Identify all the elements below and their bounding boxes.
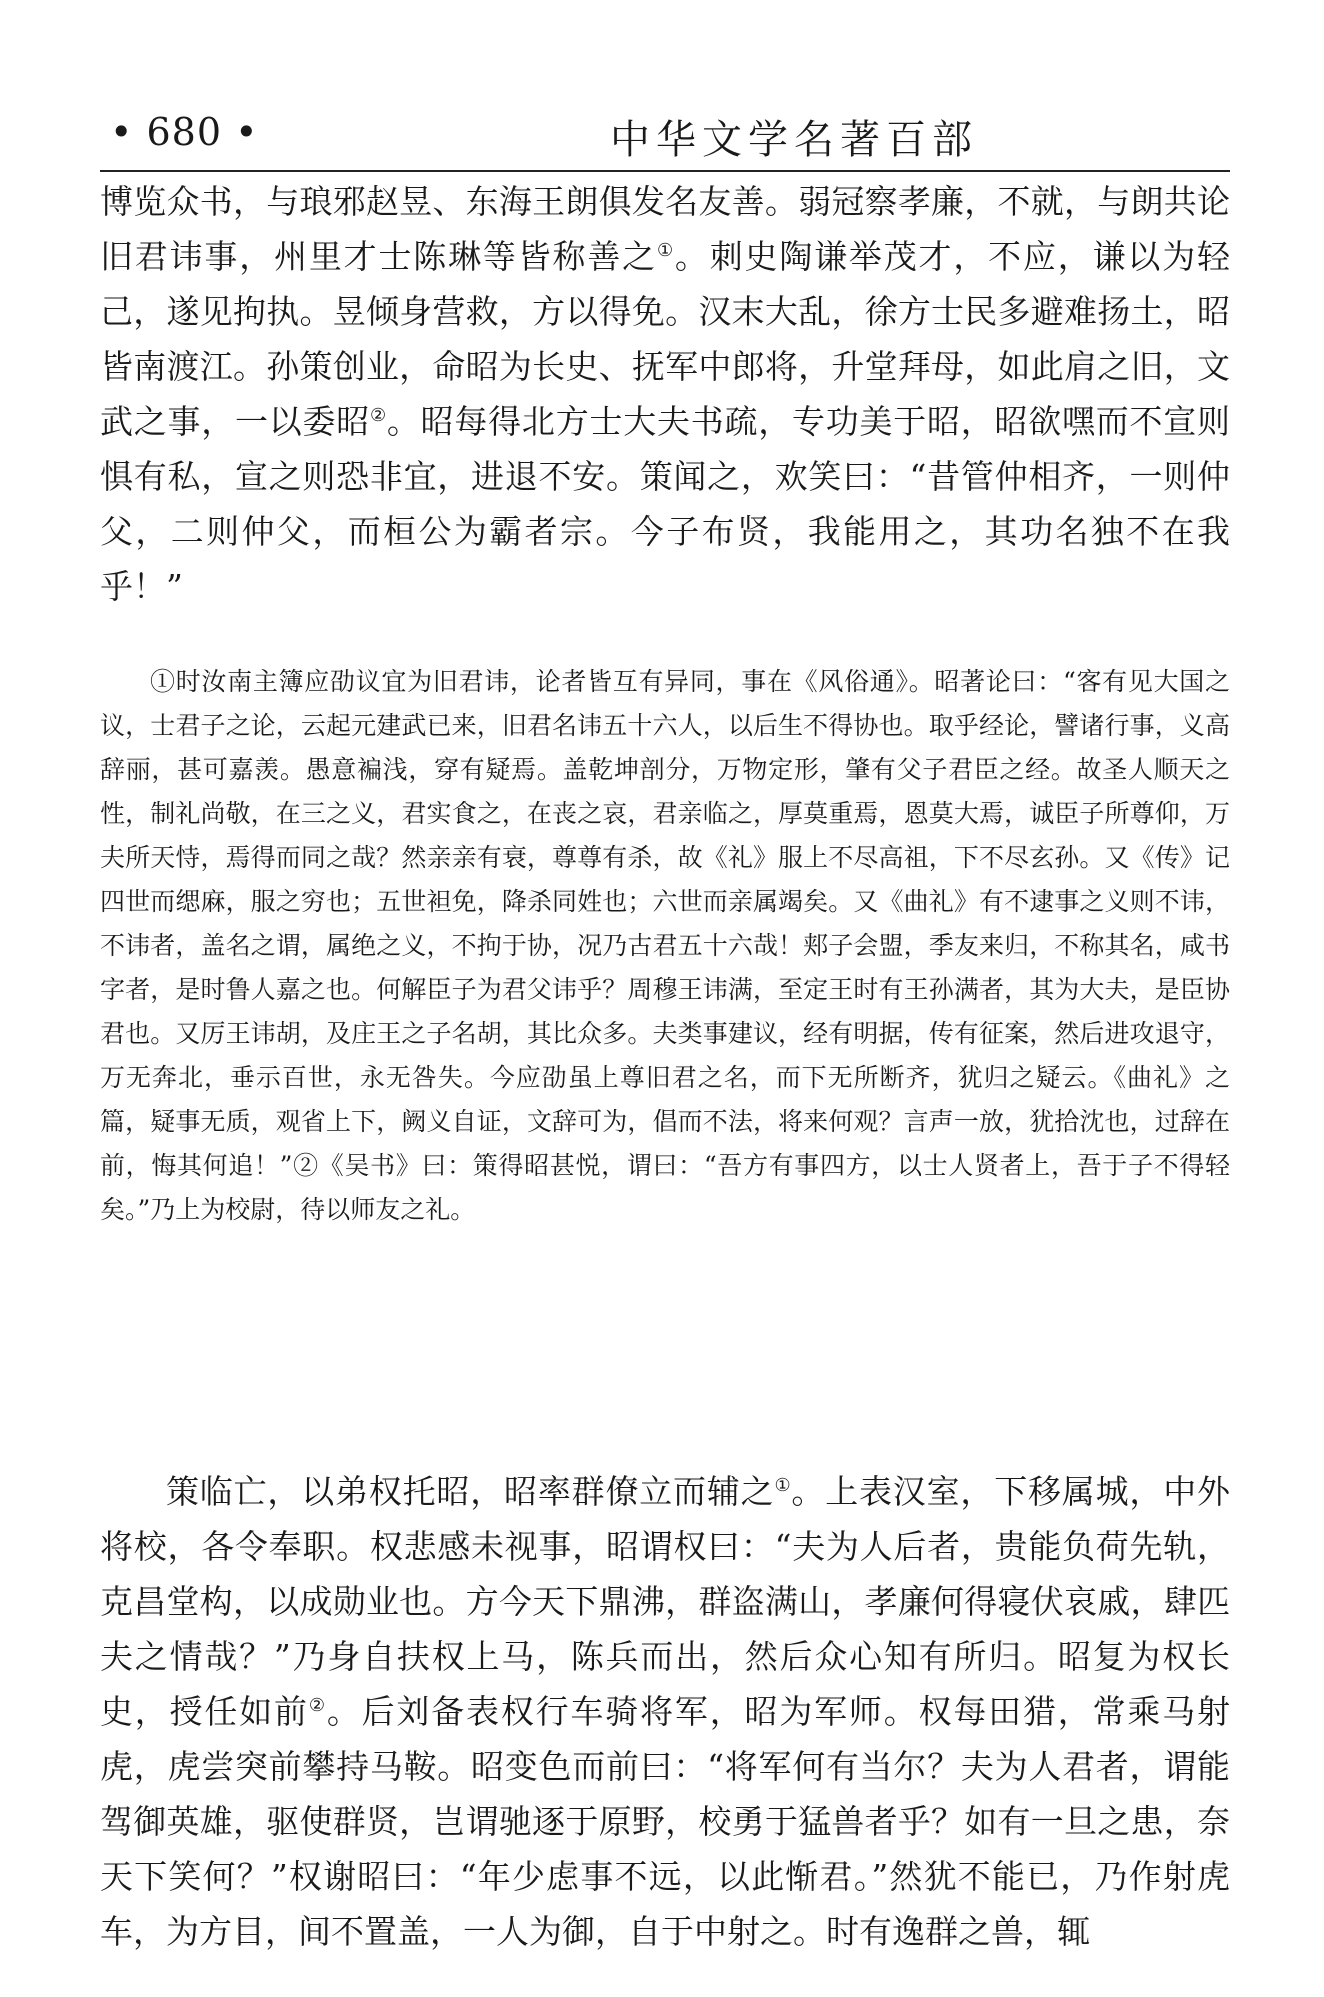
- book-title: 中华文学名著百部: [610, 117, 978, 163]
- footnote-text: ①时汝南主簿应劭议宜为旧君讳，论者皆互有异同，事在《风俗通》。昭著论曰：“客有见大国之议，士君子之论，云起元建武已来，旧君名讳五十六人，以后生不得协也。取乎经论，譬诸行事，义高辞丽，甚可嘉羡。愚意褊浅，穿有疑焉。盖乾坤剖分，万物定形，肇有父子君臣之经。故圣人顺天之性，制礼尚敬，在三之义，君实食之，在丧之哀，君亲临之，厚莫重焉，恩莫大焉，诚臣子所尊仰，万夫所天恃，焉得而同之哉？然亲亲有衰，尊尊有杀，故《礼》服上不尽高祖，下不尽玄孙。又《传》记四世而缌麻，服之穷也；五世袒免，降杀同姓也；六世而亲属竭矣。又《曲礼》有不逮事之义则不讳，不讳者，盖名之谓，属绝之义，不拘于协，况乃古君五十六哉！郏子会盟，季友来归，不称其名，咸书字者，是时鲁人嘉之也。何解臣子为君父讳乎？周穆王讳满，至定王时有王孙满者，其为大夫，是臣协君也。又厉王讳胡，及庄王之子名胡，其比众多。夫类事建议，经有明据，传有征案，然后进攻退守，万无奔北，垂示百世，永无咎失。今应劭虽上尊旧君之名，而下无所断齐，犹归之疑云。《曲礼》之篇，疑事无质，观省上下，阙义自证，文辞可为，倡而不法，将来何观？言声一放，犹拾沈也，过辞在前，悔其何追！”②《吴书》曰：策得昭甚悦，谓曰：“吾方有事四方，以士人贤者上，吾于子不得轻矣。”乃上为校尉，待以师友之礼。: [100, 667, 1230, 1224]
- paragraph-text: 。刺史陶谦举茂才，不应，谦以为轻己，遂见拘执。昱倾身营救，方以得免。汉末大乱，徐方士民多避难扬土，昭皆南渡江。孙策创业，命昭为长史、抚军中郎将，升堂拜母，如此肩之旧，文武之事，一以委昭: [100, 237, 1231, 441]
- paragraph-text: 。昭每得北方士大夫书疏，专功美于昭，昭欲嘿而不宣则惧有私，宣之则恐非宜，进退不安。策闻之，欢笑曰：“昔管仲相齐，一则仲父，二则仲父，而桓公为霸者宗。今子布贤，我能用之，其功名独不在我乎！”: [100, 402, 1231, 606]
- footnote-ref: ②: [308, 1695, 327, 1716]
- paragraph-text: 策临亡，以弟权托昭，昭率群僚立而辅之: [166, 1472, 775, 1511]
- header-rule: [100, 170, 1230, 172]
- footnote-ref: ①: [656, 240, 675, 261]
- footnote-ref: ②: [370, 405, 387, 426]
- paragraph-text: 。后刘备表权行车骑将军，昭为军师。权每田猎，常乘马射虎，虎尝突前攀持马鞍。昭变色而前曰：“将军何有当尔？夫为人君者，谓能驾御英雄，驱使群贤，岂谓驰逐于原野，校勇于猛兽者乎？如有一旦之患，奈天下笑何？”权谢昭曰：“年少虑事不远，以此惭君。”然犹不能已，乃作射虎车，为方目，间不置盖，一人为御，自于中射之。时有逸群之兽，辄: [100, 1692, 1231, 1951]
- footnote-ref: ①: [774, 1475, 792, 1496]
- page-header: [100, 108, 1230, 168]
- paragraph-text: 博览众书，与琅邪赵昱、东海王朗俱发名友善。弱冠察孝廉，不就，与朗共论旧君讳事，州里才士陈琳等皆称善之: [100, 182, 1230, 276]
- main-paragraph-1: [100, 174, 1230, 614]
- footnote-block: [100, 660, 1230, 1232]
- page-number: • 680 •: [110, 110, 259, 154]
- main-paragraph-2: [100, 1464, 1230, 1959]
- paragraph-text: 。上表汉室，下移属城，中外将校，各令奉职。权悲感未视事，昭谓权曰：“夫为人后者，贵能负荷先轨，克昌堂构，以成勋业也。方今天下鼎沸，群盗满山，孝廉何得寝伏哀戚，肆匹夫之情哉？”乃身自扶权上马，陈兵而出，然后众心知有所归。昭复为权长史，授任如前: [100, 1472, 1231, 1731]
